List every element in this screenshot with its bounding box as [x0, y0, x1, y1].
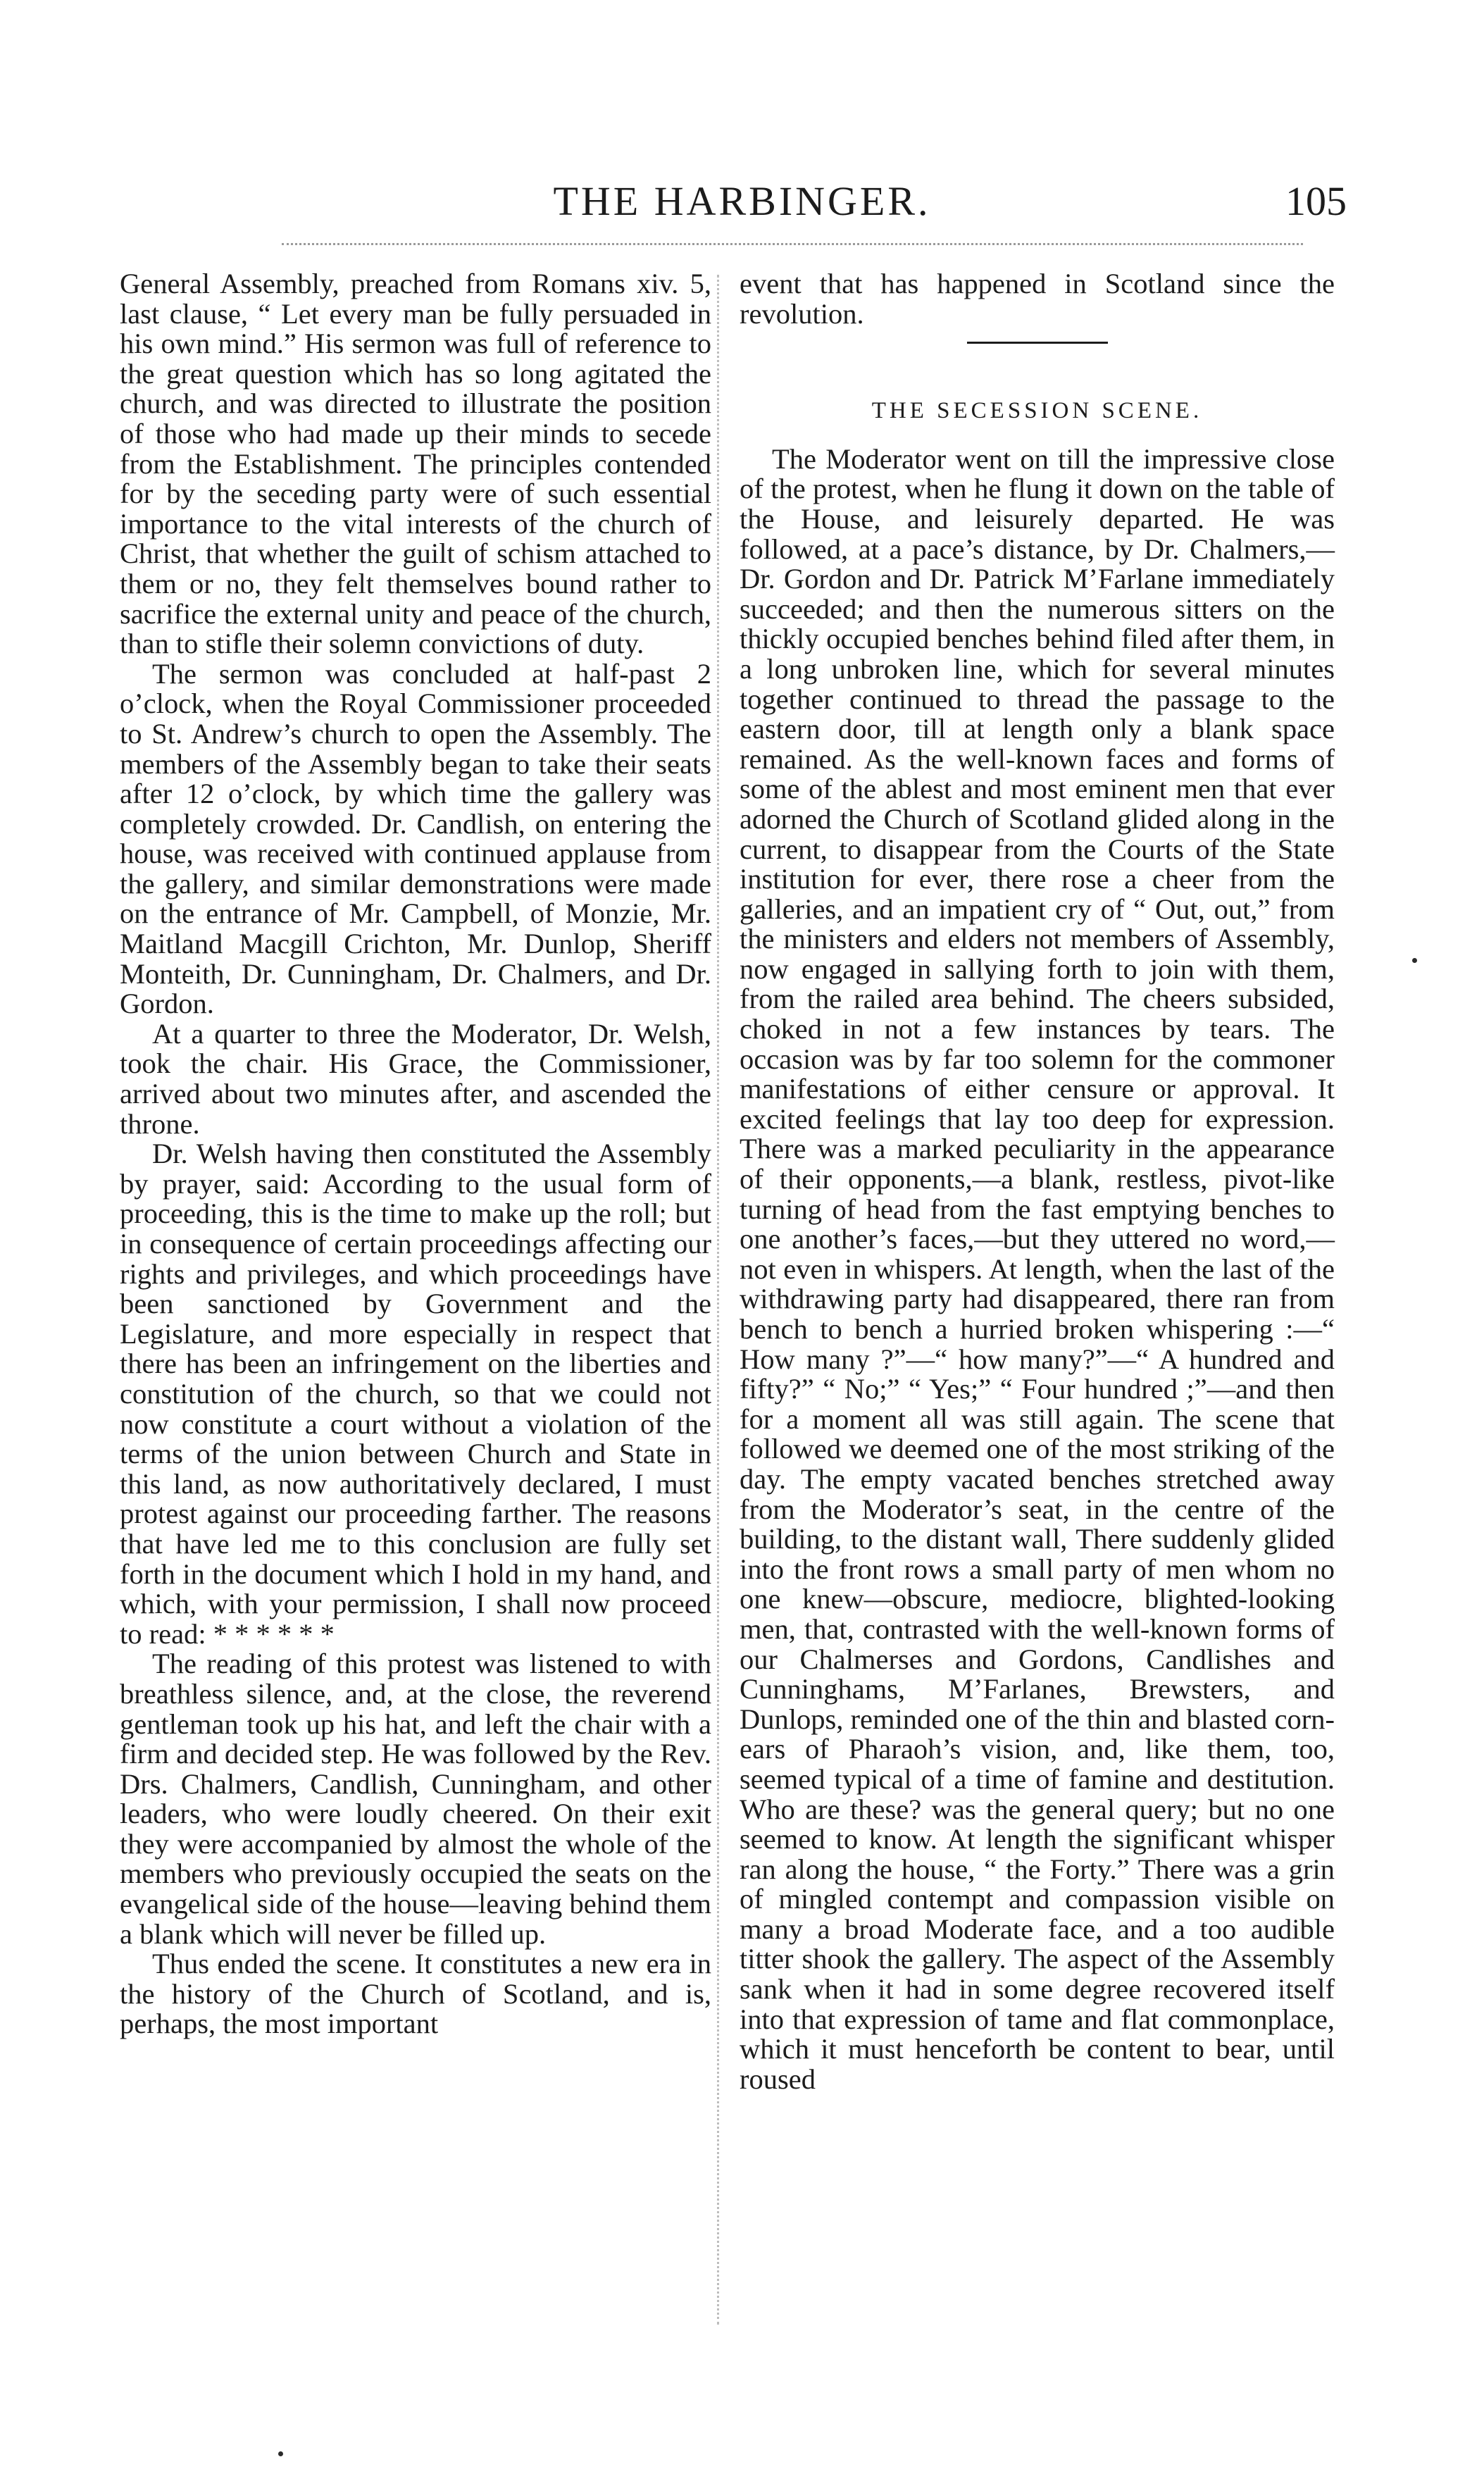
ink-speck — [1412, 958, 1417, 963]
header-divider — [282, 243, 1303, 245]
section-heading: THE SECESSION SCENE. — [871, 398, 1203, 424]
paragraph: The Moderator went on till the impressive close of the protest, when he flung it down on the table of the House, and leisurely departed. He was followed, at a pace’s distance, by Dr. Chalmers,—Dr. Gordon and Dr. Patrick M’Farlane immediately succeeded; and then the numerous sitters on the thickly occupied benches behind filed after them, in a long unbroken line, which for several minutes together continued to thread the passage to the eastern door, till at length only a blank space remained. As the well-known faces and forms of some of the ablest and most eminent men that ever adorned the Church of Scotland glided along in the current, to disappear from the Courts of the State institution for ever, there rose a cheer from the galleries, and an impatient cry of “ Out, out,” from the ministers and elders not members of Assembly, now engaged in sallying forth to join with them, from the railed area behind. The cheers subsided, choked in not a few instances by tears. The occasion was by far too solemn for the commoner manifestations of either censure or approval. It excited feelings that lay too deep for expression. There was a marked peculiarity in the appearance of their opponents,—a blank, restless, pivot-like turning of head from the fast emptying benches to one another’s faces,—but they uttered no word,—not even in whispers. At length, when the last of the withdrawing party had disappeared, there ran from bench to bench a hurried broken whispering :—“ How many ?”—“ how many?”—“ A hundred and fifty?” “ No;” “ Yes;” “ Four hundred ;”—and then for a moment all was still again. The scene that followed we deemed one of the most striking of the day. The empty vacated benches stretched away from the Moderator’s seat, in the centre of the building, to the distant wall, There suddenly glided into the front rows a small party of men whom no one knew—obscure, mediocre, blighted-looking men, that, contrasted with the well-known forms of our Chalmerses and Gordons, Candlishes and Cunninghams, M’Farlanes, Brewsters, and Dunlops, reminded one of the thin and blasted corn-ears of Pharaoh’s vision, and, like them, too, seemed typical of a time of famine and destitution. Who are these? was the general query; but no one seemed to know. At length the significant whisper ran along the house, “ the Forty.” There was a grin of mingled contempt and compassion visible on many a broad Moderate face, and a too audible titter shook the gallery. The aspect of the Assembly sank when it had in some degree recovered itself into that expression of tame and flat commonplace, which it must henceforth be content to bear, until roused — [740, 442, 1335, 2095]
right-column — [740, 269, 1335, 2094]
paragraph: General Assembly, preached from Romans xiv. 5, last clause, “ Let every man be fully persuaded in his own mind.” His sermon was full of reference to the great question which has so long agitated the church, and was directed to illustrate the position of those who had made up their minds to secede from the Establishment. The principles contended for by the seceding party were of such essential importance to the vital interests of the church of Christ, that whether the guilt of schism attached to them or no, they felt themselves bound rather to sacrifice the external unity and peace of the church, than to stifle their solemn convictions of duty. — [120, 268, 711, 660]
ellipsis-stars: * * * * * * — [213, 1617, 335, 1650]
column-gutter-rule — [717, 275, 733, 2325]
continued-paragraph: event that has happened in Scotland since the revolution. — [740, 268, 1335, 330]
left-column — [120, 269, 711, 2039]
running-title: THE HARBINGER. — [553, 178, 931, 224]
paragraph: Thus ended the scene. It constitutes a new era in the history of the Church of Scotland, and is, perhaps, the most important — [120, 1948, 711, 2040]
section-divider — [967, 342, 1108, 344]
page-number: 105 — [1285, 178, 1347, 224]
paragraph: The sermon was concluded at half-past 2 o’clock, when the Royal Commissioner proceeded to St. Andrew’s church to open the Assembly. The members of the Assembly began to take their seats after 12 o’clock, by which time the gallery was completely crowded. Dr. Candlish, on entering the house, was received with continued applause from the gallery, and similar demonstrations were made on the entrance of Mr. Campbell, of Monzie, Mr. Maitland Macgill Crichton, Mr. Dunlop, Sheriff Monteith, Dr. Cunningham, Dr. Chalmers, and Dr. Gordon. — [120, 657, 711, 1020]
paragraph-text: Dr. Welsh having then constituted the Assembly by prayer, said: According to the usual form of proceeding, this is the time to make up the roll; but in consequence of certain proceedings affecting our rights and privileges, and which proceedings have been sanctioned by Government and the Legislature, and more especially in respect that there has been an infringement on the liberties and constitution of the church, so that we could not now constitute a court without a violation of the terms of the union between Church and State in this land, as now authoritatively declared, I must protest against our proceeding farther. The reasons that have led me to this conclusion are fully set forth in the document which I hold in my hand, and which, with your permission, I shall now proceed to read: — [120, 1138, 711, 1650]
paragraph: The reading of this protest was listened to with breathless silence, and, at the close, the reverend gentleman took up his hat, and left the chair with a firm and decided step. He was followed by the Rev. Drs. Chalmers, Candlish, Cunningham, and other leaders, who were loudly cheered. On their exit they were accompanied by almost the whole of the members who previously occupied the seats on the evangelical side of the house—leaving behind them a blank which will never be filled up. — [120, 1648, 711, 1950]
paragraph: At a quarter to three the Moderator, Dr. Welsh, took the chair. His Grace, the Commissioner, arrived about two minutes after, and ascended the throne. — [120, 1017, 711, 1140]
ink-speck — [278, 2451, 283, 2456]
running-head — [0, 178, 1484, 234]
paragraph-with-stars — [120, 1139, 711, 1649]
